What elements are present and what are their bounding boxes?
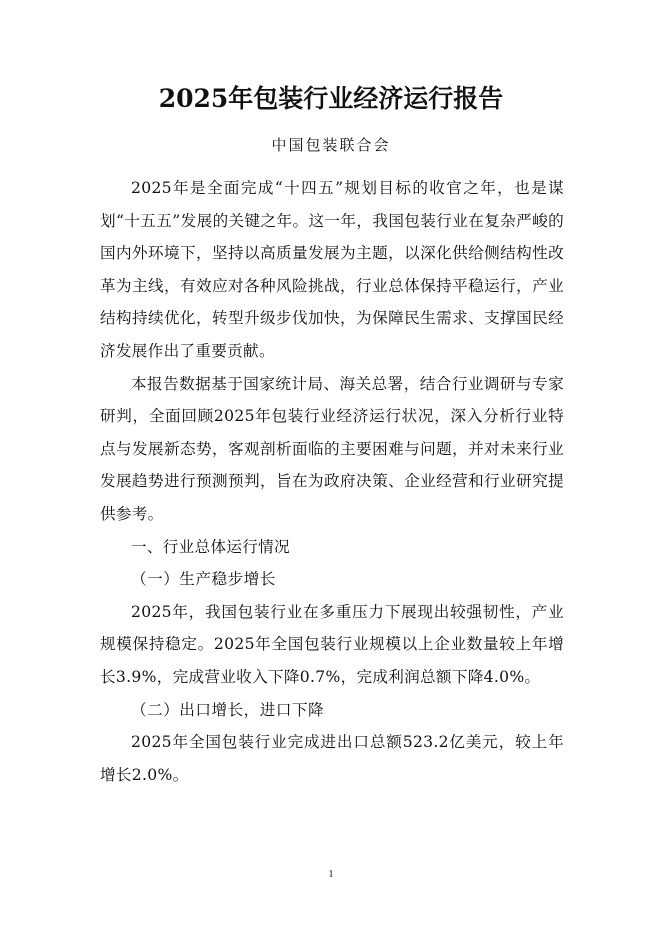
production-paragraph: 2025年，我国包装行业在多重压力下展现出较强韧性，产业规模保持稳定。2025年全国包装行业规模以上企业数量较上年增长3.9%，完成营业收入下降0.7%，完成利润总额下降4.0%。	[100, 602, 564, 686]
page-number: 1	[328, 869, 334, 880]
subsection-heading-trade: （二）出口增长，进口下降	[131, 700, 325, 719]
report-title: 2025年包装行业经济运行报告	[158, 84, 504, 113]
section-heading-overall: 一、行业总体运行情况	[131, 537, 290, 556]
scope-paragraph: 本报告数据基于国家统计局、海关总署，结合行业调研与专家研判，全面回顾2025年包装行业经济运行状况，深入分析行业特点与发展新态势，客观剖析面临的主要困难与问题，并对未来行业发展趋势进行预测预判，旨在为政府决策、企业经营和行业研究提供参考。	[100, 374, 564, 523]
report-body	[100, 172, 564, 791]
intro-paragraph: 2025年是全面完成“十四五”规划目标的收官之年，也是谋划“十五五”发展的关键之年。这一年，我国包装行业在复杂严峻的国内外环境下，坚持以高质量发展为主题，以深化供给侧结构性改革为主线，有效应对各种风险挑战，行业总体保持平稳运行，产业结构持续优化，转型升级步伐加快，为保障民生需求、支撑国民经济发展作出了重要贡献。	[100, 179, 564, 360]
report-author: 中国包装联合会	[271, 136, 391, 154]
trade-paragraph: 2025年全国包装行业完成进出口总额523.2亿美元，较上年增长2.0%。	[100, 733, 564, 784]
subsection-heading-production: （一）生产稳步增长	[131, 570, 276, 589]
